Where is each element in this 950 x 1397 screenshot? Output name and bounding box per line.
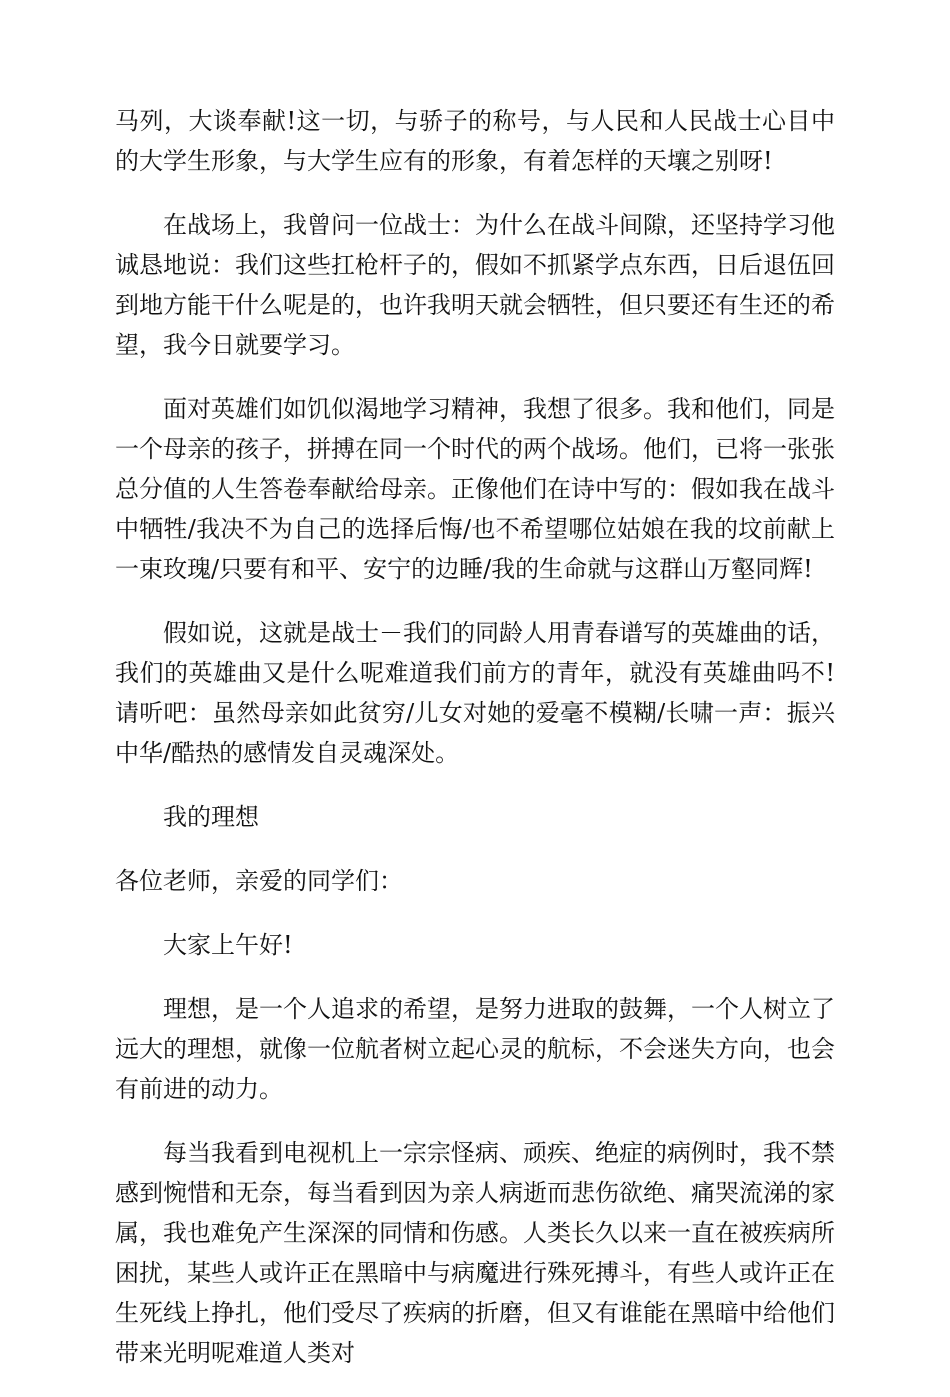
paragraph-4: 假如说，这就是战士－我们的同龄人用青春谱写的英雄曲的话，我们的英雄曲又是什么呢难道我们前方的青年，就没有英雄曲吗不!请听吧：虽然母亲如此贫穷/儿女对她的爱毫不模糊/长啸一声：振兴中华/酷热的感情发自灵魂深处。 <box>115 619 835 767</box>
greeting: 大家上午好! <box>163 931 293 959</box>
paragraph-3: 面对英雄们如饥似渴地学习精神，我想了很多。我和他们，同是一个母亲的孩子，拼搏在同一个时代的两个战场。他们，已将一张张总分值的人生答卷奉献给母亲。正像他们在诗中写的：假如我在战斗中牺牲/我决不为自己的选择后悔/也不希望哪位姑娘在我的坟前献上一束玫瑰/只要有和平、安宁的边睡/我的生命就与这群山万壑同辉! <box>115 395 835 583</box>
paragraph-6: 每当我看到电视机上一宗宗怪病、顽疾、绝症的病例时，我不禁感到惋惜和无奈，每当看到因为亲人病逝而悲伤欲绝、痛哭流涕的家属，我也难免产生深深的同情和伤感。人类长久以来一直在被疾病所困扰，某些人或许正在黑暗中与病魔进行殊死搏斗，有些人或许正在生死线上挣扎，他们受尽了疾病的折磨，但又有谁能在黑暗中给他们带来光明呢难道人类对 <box>115 1139 835 1367</box>
section-title: 我的理想 <box>163 803 259 831</box>
salutation: 各位老师，亲爱的同学们： <box>115 867 403 895</box>
paragraph-2: 在战场上，我曾问一位战士：为什么在战斗间隙，还坚持学习他诚恳地说：我们这些扛枪杆子的，假如不抓紧学点东西，日后退伍回到地方能干什么呢是的，也许我明天就会牺牲，但只要还有生还的希望，我今日就要学习。 <box>115 211 835 359</box>
document-body <box>115 101 835 1397</box>
paragraph-5: 理想，是一个人追求的希望，是努力进取的鼓舞，一个人树立了远大的理想，就像一位航者树立起心灵的航标，不会迷失方向，也会有前进的动力。 <box>115 995 835 1103</box>
paragraph-1: 马列，大谈奉献!这一切，与骄子的称号，与人民和人民战士心目中的大学生形象，与大学生应有的形象，有着怎样的天壤之别呀! <box>115 107 835 175</box>
